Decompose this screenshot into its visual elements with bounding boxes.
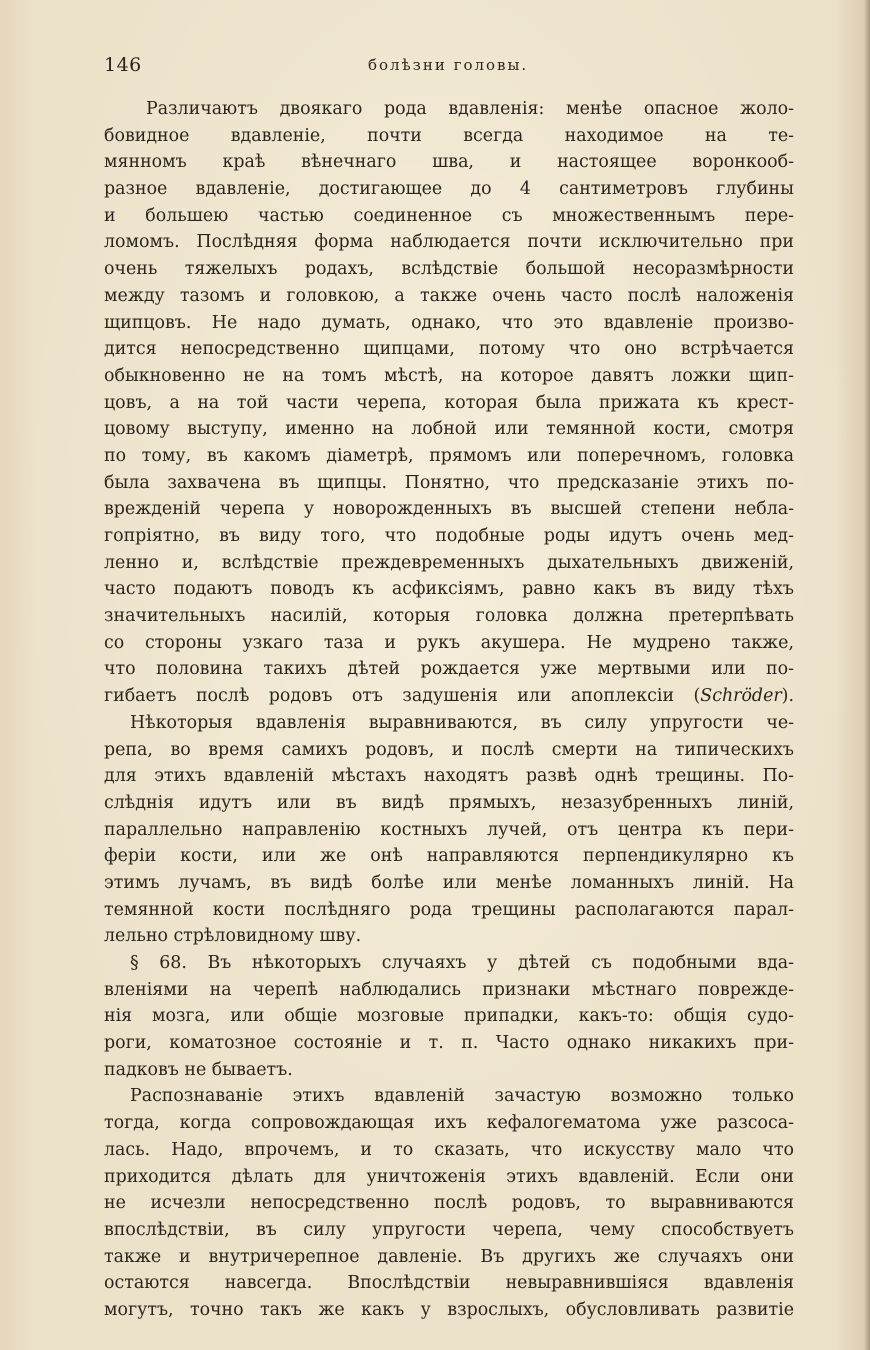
- text-line: для этихъ вдавленій мѣстахъ находятъ развѣ однѣ трещины. По-: [104, 766, 794, 787]
- text-line: мянномъ краѣ вѣнечнаго шва, и настоящее воронкооб-: [104, 152, 794, 173]
- text-line: приходится дѣлать для уничтоженія этихъ вдавленій. Если они: [104, 1166, 794, 1187]
- text-line: врежденій черепа у новорожденныхъ въ высшей степени небла-: [104, 499, 794, 520]
- text-line: и большею частью соединенное съ множественнымъ пере-: [104, 205, 794, 226]
- text-line: что половина такихъ дѣтей рождается уже мертвыми или по-: [104, 659, 794, 680]
- text-line: лельно стрѣловидному шву.: [104, 926, 362, 947]
- text-line: со стороны узкаго таза и рукъ акушера. Не мудрено также,: [104, 632, 794, 653]
- text-line: Различаютъ двоякаго рода вдавленія: менѣе опасное жоло-: [146, 99, 794, 119]
- text-line: значительныхъ насилій, которыя головка должна претерпѣвать: [104, 606, 794, 627]
- text-line: обыкновенно не на томъ мѣстѣ, на которое давятъ ложки щип-: [104, 365, 794, 386]
- text-line: гибаетъ послѣ родовъ отъ задушенія или апоплексіи (Schröder).: [104, 686, 794, 707]
- text-line: репа, во время самихъ родовъ, и послѣ смерти на типическихъ: [104, 739, 794, 760]
- text-line: также и внутричерепное давленіе. Въ другихъ же случаяхъ они: [104, 1246, 794, 1267]
- page-number: 146: [104, 54, 142, 76]
- text-line: ломомъ. Послѣдняя форма наблюдается почти исключительно при: [104, 232, 794, 253]
- text-line: вленіями на черепѣ наблюдались признаки мѣстнаго поврежде-: [104, 979, 794, 1000]
- text-line: между тазомъ и головкою, а также очень часто послѣ наложенія: [104, 285, 794, 306]
- text-line: ленно и, вслѣдствіе преждевременныхъ дыхательныхъ движеній,: [104, 552, 794, 573]
- text-line: параллельно направленію костныхъ лучей, отъ центра къ пери-: [104, 819, 794, 840]
- text-line: была захвачена въ щипцы. Понятно, что предсказаніе этихъ по-: [104, 472, 794, 493]
- text-line: щипцовъ. Не надо думать, однако, что это вдавленіе произво-: [104, 312, 794, 333]
- text-line: Распознаваніе этихъ вдавленій зачастую возможно только: [130, 1086, 794, 1107]
- text-line: цовому выступу, именно на лобной или темянной кости, смотря: [104, 419, 794, 440]
- text-line: этимъ лучамъ, въ видѣ болѣе или менѣе ломанныхъ линій. На: [104, 872, 794, 893]
- text-line: феріи кости, или же онѣ направляются перпендикулярно къ: [104, 846, 794, 867]
- running-head: болѣзни головы.: [368, 56, 529, 74]
- text-line: очень тяжелыхъ родахъ, вслѣдствіе большой несоразмѣрности: [104, 259, 794, 280]
- text-line: дится непосредственно щипцами, потому что оно встрѣчается: [104, 339, 794, 360]
- text-line: бовидное вдавленіе, почти всегда находимое на те-: [104, 125, 794, 146]
- text-line: слѣднія идутъ или въ видѣ прямыхъ, незазубренныхъ линій,: [104, 792, 794, 813]
- text-line: лась. Надо, впрочемъ, и то сказать, что искусству мало что: [104, 1139, 794, 1160]
- page-edge-shadow: [864, 0, 870, 1350]
- text-line: разное вдавленіе, достигающее до 4 сантиметровъ глубины: [104, 179, 794, 200]
- text-line: Нѣкоторыя вдавленія выравниваются, въ силу упругости че-: [130, 712, 794, 733]
- text-line: тогда, когда сопровождающая ихъ кефалогематома уже разсоса-: [104, 1113, 794, 1134]
- text-line: могутъ, точно такъ же какъ у взрослыхъ, обусловливать развитіе: [104, 1299, 794, 1320]
- body-text: [104, 96, 794, 1324]
- text-line: роги, коматозное состояніе и т. п. Часто однако никакихъ при-: [104, 1033, 794, 1054]
- text-line: темянной кости послѣдняго рода трещины располагаются парал-: [104, 899, 794, 920]
- text-line: § 68. Въ нѣкоторыхъ случаяхъ у дѣтей съ подобными вда-: [130, 953, 794, 973]
- text-line: часто подаютъ поводъ къ асфиксіямъ, равно какъ въ виду тѣхъ: [104, 579, 794, 600]
- text-line: нія мозга, или общіе мозговые припадки, какъ-то: общія судо-: [104, 1006, 794, 1027]
- text-line: цовъ, а на той части черепа, которая была прижата къ крест-: [104, 392, 794, 413]
- text-line: остаются навсегда. Впослѣдствіи невыравнившіяся вдавленія: [104, 1273, 794, 1294]
- text-line: не исчезли непосредственно послѣ родовъ, то выравниваются: [104, 1193, 794, 1214]
- text-line: падковъ не бываетъ.: [104, 1059, 293, 1080]
- page-header: [104, 54, 804, 78]
- text-line: гопріятно, въ виду того, что подобные роды идутъ очень мед-: [104, 526, 794, 546]
- text-line: впослѣдствіи, въ силу упругости черепа, чему способствуетъ: [104, 1219, 794, 1240]
- text-line: по тому, въ какомъ діаметрѣ, прямомъ или поперечномъ, головка: [104, 445, 794, 466]
